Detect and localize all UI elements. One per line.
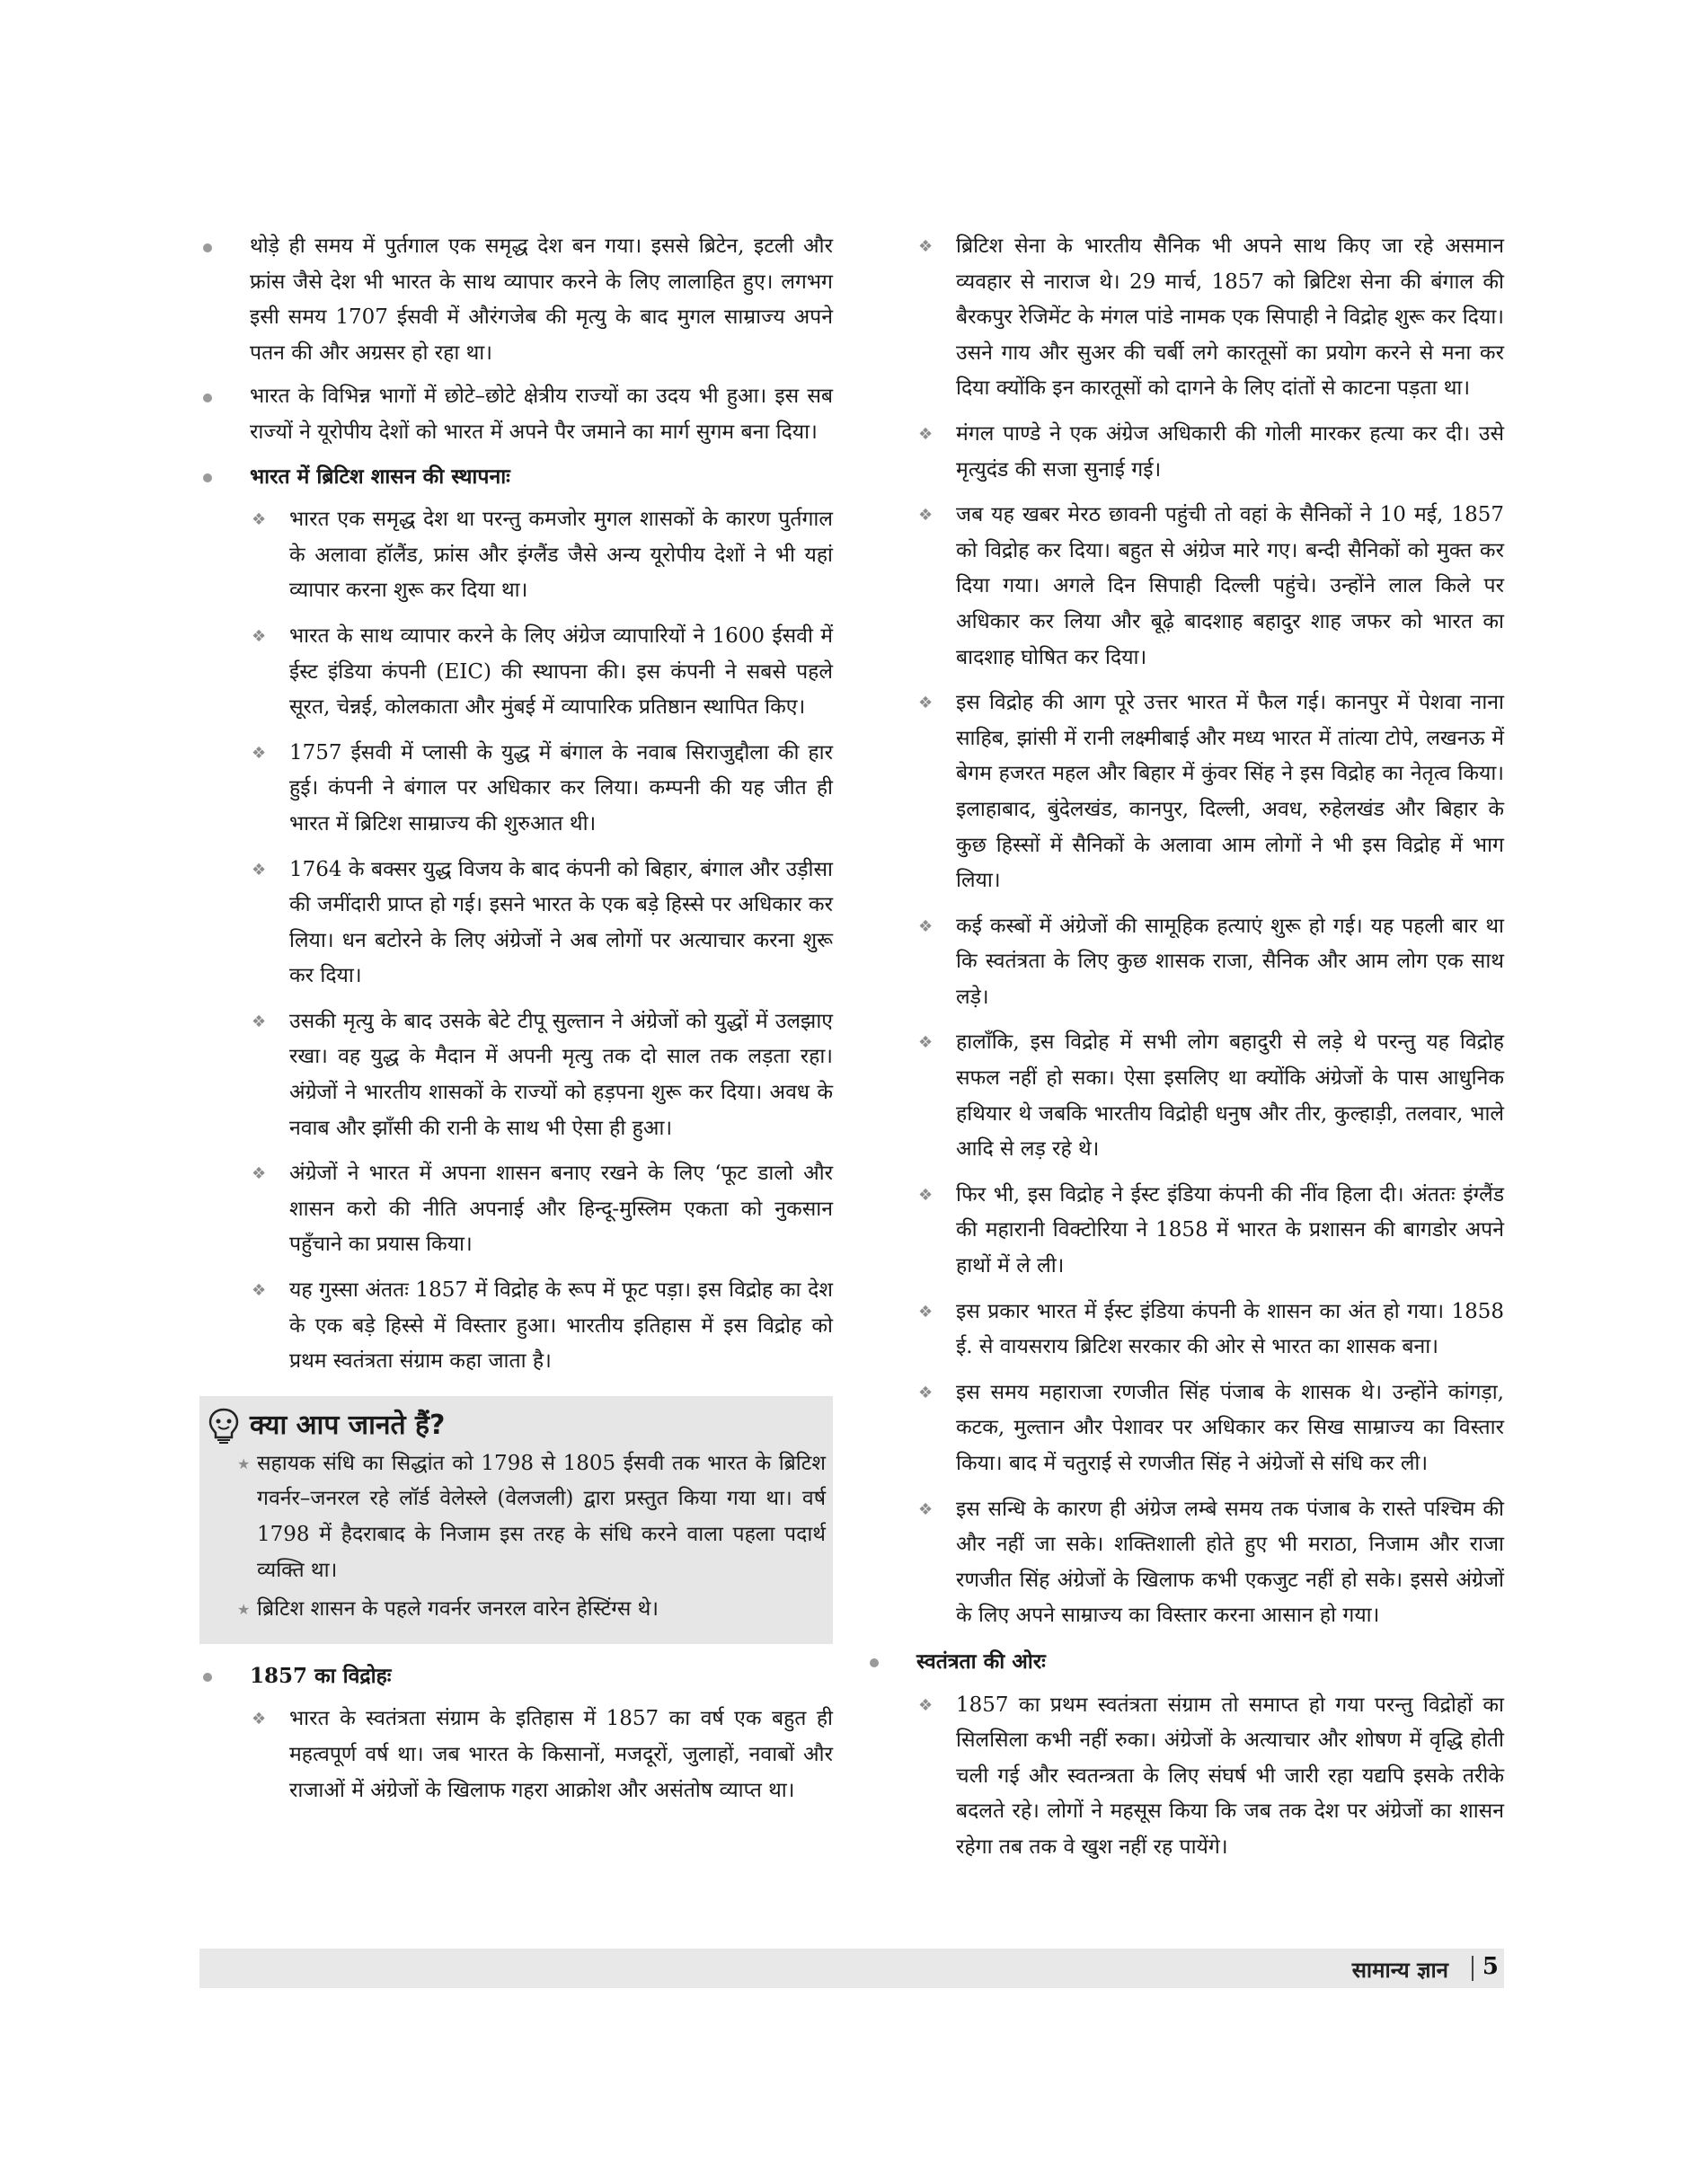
sub-point — [906, 229, 1504, 407]
sub-point-text: 1757 ईसवी में प्लासी के युद्ध में बंगाल के नवाब सिराजुद्दौला की हार हुई। कंपनी ने बंगाल पर अधिकार कर लिया। कम्पनी की यह जीत ही भारत में ब्रिटिश साम्राज्य की शुरुआत थी। — [289, 740, 833, 835]
sub-point-text: हालाँकि, इस विद्रोह में सभी लोग बहादुरी से लड़े थे परन्तु यह विद्रोह सफल नहीं हो सका। ऐसा इसलिए था क्योंकि अंग्रेजों के पास आधुनिक हथियार थे जबकि भारतीय विद्रोही धनुष और तीर, कुल्हाड़ी, तलवार, भाले आदि से लड़ रहे थे। — [956, 1030, 1504, 1162]
sub-point-text: कई कस्बों में अंग्रेजों की सामूहिक हत्याएं शुरू हो गई। यह पहली बार था कि स्वतंत्रता के लिए कुछ शासक राजा, सैनिक और आम लोग एक साथ लड़े। — [956, 914, 1504, 1009]
sub-point-text: इस प्रकार भारत में ईस्ट इंडिया कंपनी के शासन का अंत हो गया। 1858 ई. से वायसराय ब्रिटिश सरकार की ओर से भारत का शासक बना। — [956, 1299, 1504, 1359]
sub-point — [906, 417, 1504, 488]
sub-point-text: ब्रिटिश सेना के भारतीय सैनिक भी अपने साथ किए जा रहे असमान व्यवहार से नाराज थे। 29 मार्च, 1857 को ब्रिटिश सेना की बंगाल की बैरकपुर रेजिमेंट के मंगल पांडे नामक एक सिपाही ने विद्रोह शुरू कर दिया। उसने गाय और सुअर की चर्बी लगे कारतूसों का प्रयोग करने से मना कर दिया क्योंकि इन कारतूसों को दागने के लिए दांतों से काटना पड़ता था। — [956, 234, 1504, 401]
did-you-know-title-text: क्या आप जानते हैं? — [250, 1409, 446, 1441]
sub-point — [906, 1375, 1504, 1482]
sub-point — [906, 1025, 1504, 1167]
left-column — [199, 229, 833, 1818]
sub-point — [906, 1492, 1504, 1634]
diamond-dots-icon: ❖ — [918, 237, 934, 256]
sub-point-text: भारत एक समृद्ध देश था परन्तु कमजोर मुगल शासकों के कारण पुर्तगाल के अलावा हॉलैंड, फ्रांस और इंग्लैंड जैसे अन्य यूरोपीय देशों ने भी यहां व्यापार करना शुरू कर दिया था। — [289, 508, 833, 603]
diamond-dots-icon: ❖ — [918, 1185, 934, 1205]
page-footer — [199, 1949, 1504, 1988]
sub-point — [199, 1702, 833, 1808]
sub-point-text: भारत के साथ व्यापार करने के लिए अंग्रेज व्यापारियों ने 1600 ईसवी में ईस्ट इंडिया कंपनी (EIC) की स्थापना की। इस कंपनी ने सबसे पहले सूरत, चेन्नई, कोलकाता और मुंबई में व्यापारिक प्रतिष्ठान स्थापित किए। — [289, 623, 833, 720]
sub-point-text: फिर भी, इस विद्रोह ने ईस्ट इंडिया कंपनी की नींव हिला दी। अंततः इंग्लैंड की महारानी विक्टोरिया ने 1858 में भारत के प्रशासन की बागडोर अपने हाथों में ले ली। — [956, 1182, 1504, 1278]
diamond-dots-icon: ❖ — [918, 1033, 934, 1053]
sub-point — [199, 853, 833, 995]
fact-text: सहायक संधि का सिद्धांत को 1798 से 1805 ईसवी तक भारत के ब्रिटिश गवर्नर–जनरल रहे लॉर्ड वेलेस्ले (वेलजली) द्वारा प्रस्तुत किया गया था। वर्ष 1798 में हैदराबाद के निजाम इस तरह के संधि करने वाला पहला पदार्थ व्यक्ति था। — [257, 1451, 826, 1582]
right-column — [906, 229, 1504, 1876]
sub-point — [199, 736, 833, 843]
sub-point-text: इस समय महाराजा रणजीत सिंह पंजाब के शासक थे। उन्होंने कांगड़ा, कटक, मुल्तान और पेशावर पर अधिकार कर सिख साम्राज्य का विस्तार किया। बाद में चतुराई से रणजीत सिंह ने अंग्रेजों से संधि कर ली। — [956, 1380, 1504, 1475]
page-number: 5 — [1482, 1953, 1499, 1980]
sub-point-text: इस सन्धि के कारण ही अंग्रेज लम्बे समय तक पंजाब के रास्ते पश्चिम की और नहीं जा सके। शक्तिशाली होते हुए भी मराठा, निजाम और राजा रणजीत सिंह अंग्रेजों के खिलाफ कभी एकजुट नहीं हो सके। इससे अंग्रेजों के लिए अपने साम्राज्य का विस्तार करना आसान हो गया। — [956, 1497, 1504, 1628]
sub-point — [199, 1156, 833, 1263]
star-icon: ★ — [237, 1454, 251, 1472]
sub-point-text: यह गुस्सा अंततः 1857 में विद्रोह के रूप में फूट पड़ा। इस विद्रोह का देश के एक बड़े हिस्से में विस्तार हुआ। भारतीय इतिहास में इस विद्रोह को प्रथम स्वतंत्रता संग्राम कहा जाता है। — [289, 1278, 833, 1374]
diamond-dots-icon: ❖ — [252, 1164, 267, 1184]
diamond-dots-icon: ❖ — [918, 424, 934, 444]
diamond-dots-icon: ❖ — [918, 1302, 934, 1322]
section-heading: स्वतंत्रता की ओरः — [866, 1644, 1504, 1680]
sub-point — [906, 498, 1504, 676]
book-title: सामान्य ज्ञान — [1351, 1958, 1448, 1983]
bulb-face-icon — [207, 1407, 241, 1445]
fact-item — [207, 1446, 826, 1588]
sub-point-text: जब यह खबर मेरठ छावनी पहुंची तो वहां के सैनिकों ने 10 मई, 1857 को विद्रोह कर दिया। बहुत से अंग्रेज मारे गए। बन्दी सैनिकों को मुक्त कर दिया गया। अगले दिन सिपाही दिल्ली पहुंचे। उन्होंने लाल किले पर अधिकार कर लिया और बूढ़े बादशाह बहादुर शाह जफर को भारत का बादशाह घोषित कर दिया। — [956, 503, 1504, 669]
sub-point — [906, 909, 1504, 1016]
diamond-dots-icon: ❖ — [918, 506, 934, 526]
diamond-dots-icon: ❖ — [918, 694, 934, 713]
sub-point — [906, 685, 1504, 899]
bullet-paragraph: थोड़े ही समय में पुर्तगाल एक समृद्ध देश बन गया। इससे ब्रिटेन, इटली और फ्रांस जैसे देश भी भारत के साथ व्यापार करने के लिए लालाहित हुए। लगभग इसी समय 1707 ईसवी में औरंगजेब की मृत्यु के बाद मुगल साम्राज्य अपने पतन की और अग्रसर हो रहा था। — [199, 229, 833, 371]
footer-divider — [1472, 1956, 1473, 1981]
did-you-know-box — [199, 1396, 833, 1644]
diamond-dots-icon: ❖ — [918, 1383, 934, 1402]
sub-point-text: इस विद्रोह की आग पूरे उत्तर भारत में फैल गई। कानपुर में पेशवा नाना साहिब, झांसी में रानी लक्ष्मीबाई और मध्य भारत में तांत्या टोपे, लखनऊ में बेगम हजरत महल और बिहार में कुंवर सिंह ने इस विद्रोह का नेतृत्व किया। इलाहाबाद, बुंदेलखंड, कानपुर, दिल्ली, अवध, रुहेलखंड और बिहार के कुछ हिस्सों में सैनिकों के अलावा आम लोगों ने भी इस विद्रोह में भाग लिया। — [956, 691, 1504, 893]
sub-point-text: उसकी मृत्यु के बाद उसके बेटे टीपू सुल्तान ने अंग्रेजों को युद्धों में उलझाए रखा। वह युद्ध के मैदान में अपनी मृत्यु तक दो साल तक लड़ता रहा। अंग्रेजों ने भारतीय शासकों के राज्यों को हड़पना शुरू कर दिया। अवध के नवाब और झाँसी की रानी के साथ भी ऐसा ही हुआ। — [289, 1009, 833, 1140]
diamond-dots-icon: ❖ — [252, 860, 267, 880]
sub-point-text: 1764 के बक्सर युद्ध विजय के बाद कंपनी को बिहार, बंगाल और उड़ीसा की जमींदारी प्राप्त हो गई। इसने भारत के एक बड़े हिस्से पर अधिकार कर लिया। धन बटोरने के लिए अंग्रेजों ने अब लोगों पर अत्याचार करना शुरू कर दिया। — [289, 857, 833, 988]
fact-item — [207, 1592, 826, 1628]
diamond-dots-icon: ❖ — [918, 916, 934, 936]
sub-point — [199, 619, 833, 726]
star-icon: ★ — [237, 1601, 251, 1619]
did-you-know-title — [207, 1405, 826, 1446]
sub-point — [906, 1688, 1504, 1866]
diamond-dots-icon: ❖ — [918, 1695, 934, 1715]
sub-point — [199, 1273, 833, 1380]
sub-point-text: मंगल पाण्डे ने एक अंग्रेज अधिकारी की गोली मारकर हत्या कर दी। उसे मृत्युदंड की सजा सुनाई गई। — [956, 421, 1504, 482]
sub-point-text: भारत के स्वतंत्रता संग्राम के इतिहास में 1857 का वर्ष एक बहुत ही महत्वपूर्ण वर्ष था। जब भारत के किसानों, मजदूरों, जुलाहों, नवाबों और राजाओं में अंग्रेजों के खिलाफ गहरा आक्रोश और असंतोष व्याप्त था। — [289, 1707, 833, 1802]
sub-point — [906, 1295, 1504, 1366]
sub-point-text: 1857 का प्रथम स्वतंत्रता संग्राम तो समाप्त हो गया परन्तु विद्रोहों का सिलसिला कभी नहीं रुका। अंग्रेजों के अत्याचार और शोषण में वृद्धि होती चली गई और स्वतन्त्रता के लिए संघर्ष भी जारी रहा यद्यपि इसके तरीके बदलते रहे। लोगों ने महसूस किया कि जब तक देश पर अंग्रेजों का शासन रहेगा तब तक वे खुश नहीं रह पायेंगे। — [956, 1693, 1504, 1859]
sub-point — [199, 502, 833, 609]
sub-point — [199, 1004, 833, 1146]
diamond-dots-icon: ❖ — [252, 1012, 267, 1031]
fact-text: ब्रिटिश शासन के पहले गवर्नर जनरल वारेन हेस्टिंग्स थे। — [257, 1597, 659, 1622]
diamond-dots-icon: ❖ — [252, 1710, 267, 1729]
diamond-dots-icon: ❖ — [918, 1499, 934, 1519]
diamond-dots-icon: ❖ — [252, 743, 267, 763]
sub-point-text: अंग्रेजों ने भारत में अपना शासन बनाए रखने के लिए ‘फूट डालो और शासन करो की नीति अपनाई और हिन्दू-मुस्लिम एकता को नुकसान पहुँचाने का प्रयास किया। — [289, 1162, 833, 1257]
bullet-paragraph: भारत के विभिन्न भागों में छोटे–छोटे क्षेत्रीय राज्यों का उदय भी हुआ। इस सब राज्यों ने यूरोपीय देशों को भारत में अपने पैर जमाने का मार्ग सुगम बना दिया। — [199, 379, 833, 450]
section-heading: 1857 का विद्रोहः — [199, 1658, 833, 1694]
section-heading: भारत में ब्रिटिश शासन की स्थापनाः — [199, 459, 833, 495]
diamond-dots-icon: ❖ — [252, 1281, 267, 1301]
diamond-dots-icon: ❖ — [252, 510, 267, 530]
diamond-dots-icon: ❖ — [252, 626, 267, 646]
sub-point — [906, 1178, 1504, 1285]
